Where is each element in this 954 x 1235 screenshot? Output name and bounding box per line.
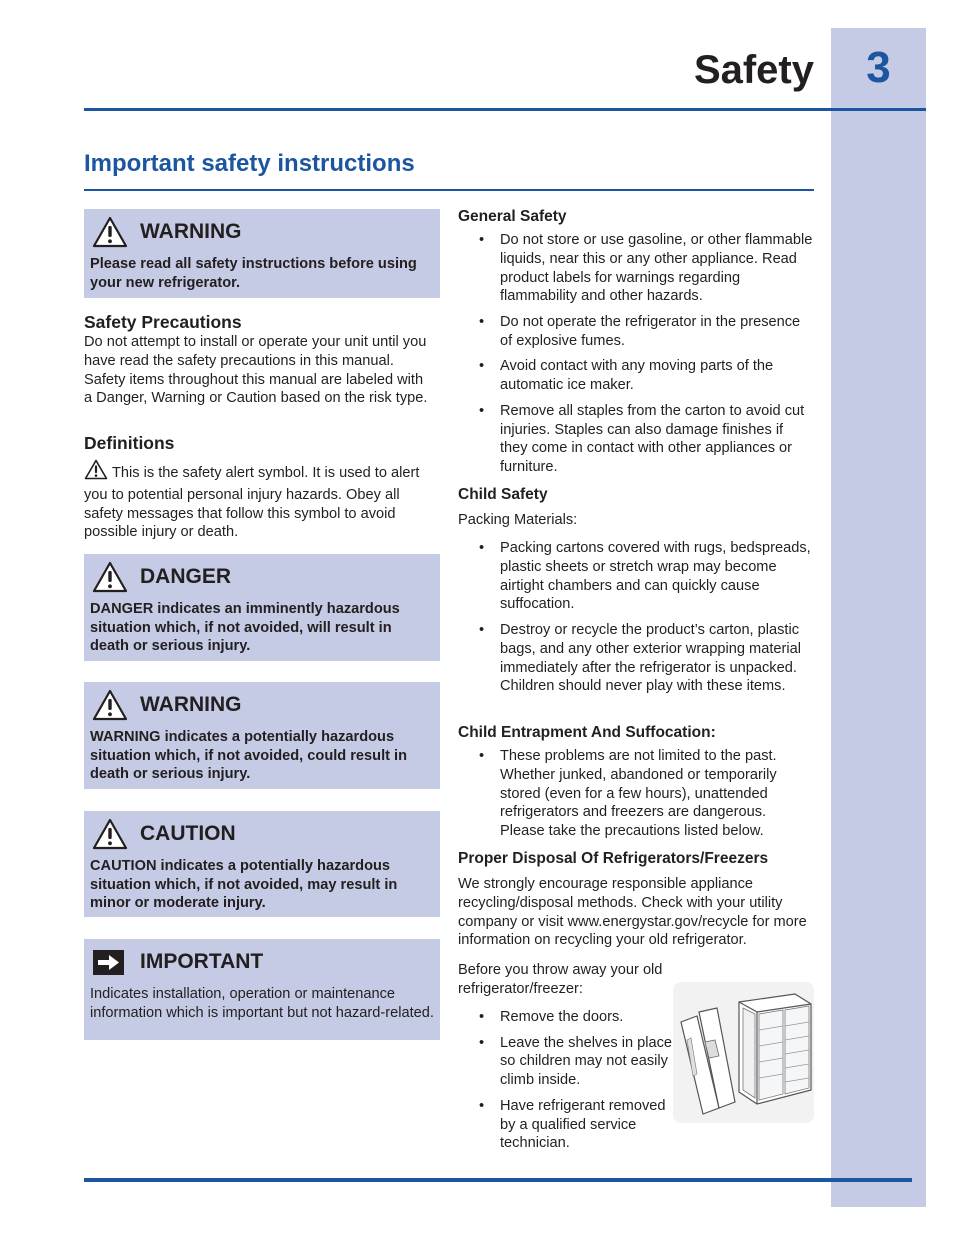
- warning-notice-text: Please read all safety instructions before using your new refrigerator.: [90, 256, 417, 291]
- danger-notice-box: [84, 554, 440, 661]
- warning-definition-text: WARNING indicates a potentially hazardous situation which, if not avoided, could result in death or serious injury.: [90, 729, 408, 783]
- list-item: • Leave the shelves in place so children may not easily climb inside.: [458, 1034, 672, 1090]
- safety-precautions-text: Do not attempt to install or operate your unit until you have read the safety precautions in this manual. Safety items throughout this manual are labeled with a Danger, Warning or Caution based on the risk type.: [84, 334, 428, 407]
- disposal-intro-text: Before you throw away your old refrigerator/freezer:: [458, 962, 663, 997]
- entrapment-list: [458, 747, 814, 848]
- warning-definition-title: WARNING: [140, 693, 242, 716]
- warning-triangle-icon: [92, 561, 128, 593]
- disposal-heading: Proper Disposal Of Refrigerators/Freezers: [458, 850, 769, 867]
- page-title: Safety: [693, 48, 814, 92]
- chapter-side-tab: [831, 28, 926, 1207]
- safety-alert-symbol-icon: [84, 459, 108, 486]
- child-safety-heading: Child Safety: [458, 486, 548, 503]
- warning-notice-box: [84, 209, 440, 298]
- footer-divider: [84, 1178, 912, 1182]
- warning-triangle-icon: [92, 818, 128, 850]
- important-notice-box: [84, 939, 440, 1040]
- packing-materials-label: Packing Materials:: [458, 512, 578, 528]
- child-safety-list: [458, 539, 814, 703]
- list-item: • Avoid contact with any moving parts of the automatic ice maker.: [458, 357, 814, 395]
- definitions-paragraph: [84, 459, 440, 542]
- warning-definition-box: [84, 682, 440, 789]
- definitions-text: This is the safety alert symbol. It is used to alert you to potential personal injury hazards. Obey all safety messages that follow this symbol to avoid possible injury or death.: [84, 465, 420, 541]
- list-item: • Have refrigerant removed by a qualified service technician.: [458, 1097, 672, 1153]
- safety-precautions-heading: Safety Precautions: [84, 312, 242, 332]
- definitions-heading: Definitions: [84, 433, 175, 453]
- list-item: • These problems are not limited to the past. Whether junked, abandoned or temporarily stored (even for a few hours), unattended refrigerators and freezers are dangerous. Please take the precautions listed below.: [458, 747, 814, 841]
- warning-notice-title: WARNING: [140, 220, 242, 243]
- disposal-list: [458, 1008, 672, 1160]
- danger-notice-text: DANGER indicates an imminently hazardous situation which, if not avoided, will result in death or serious injury.: [90, 601, 400, 655]
- warning-triangle-icon: [92, 689, 128, 721]
- list-item: • Destroy or recycle the product’s carton, plastic bags, and any other exterior wrapping material immediately after the refrigerator is unpacked. Children should never play with these items.: [458, 621, 814, 696]
- list-item: • Remove all staples from the carton to avoid cut injuries. Staples can also damage finishes if they come in contact with other appliances or furniture.: [458, 402, 814, 477]
- entrapment-heading: Child Entrapment And Suffocation:: [458, 724, 716, 741]
- danger-notice-title: DANGER: [140, 565, 232, 588]
- caution-notice-text: CAUTION indicates a potentially hazardous situation which, if not avoided, may result in minor or moderate injury.: [90, 858, 398, 912]
- section-divider: [84, 189, 814, 191]
- list-item: • Packing cartons covered with rugs, bedspreads, plastic sheets or stretch wrap may become airtight chambers and can quickly cause suffocation.: [458, 539, 814, 614]
- arrow-right-icon: [92, 946, 128, 978]
- header-divider: [84, 108, 926, 111]
- list-item: • Do not store or use gasoline, or other flammable liquids, near this or any other appliance. Read product labels for warnings regarding flammability and other hazards.: [458, 231, 814, 306]
- important-notice-text: Indicates installation, operation or maintenance information which is important but not hazard-related.: [90, 986, 434, 1021]
- disposal-text: We strongly encourage responsible appliance recycling/disposal methods. Check with your utility company or visit www.energystar.gov/recycle for more information on recycling your old refrigerator.: [458, 876, 807, 949]
- section-title: Important safety instructions: [84, 150, 415, 177]
- important-notice-title: IMPORTANT: [140, 950, 264, 973]
- general-safety-heading: General Safety: [458, 208, 567, 225]
- list-item: • Remove the doors.: [458, 1008, 672, 1027]
- list-item: • Do not operate the refrigerator in the presence of explosive fumes.: [458, 313, 814, 351]
- caution-notice-title: CAUTION: [140, 822, 236, 845]
- caution-notice-box: [84, 811, 440, 917]
- warning-triangle-icon: [92, 216, 128, 248]
- general-safety-list: [458, 231, 814, 484]
- chapter-number: 3: [866, 43, 891, 92]
- refrigerator-doors-removed-illustration: [673, 982, 814, 1123]
